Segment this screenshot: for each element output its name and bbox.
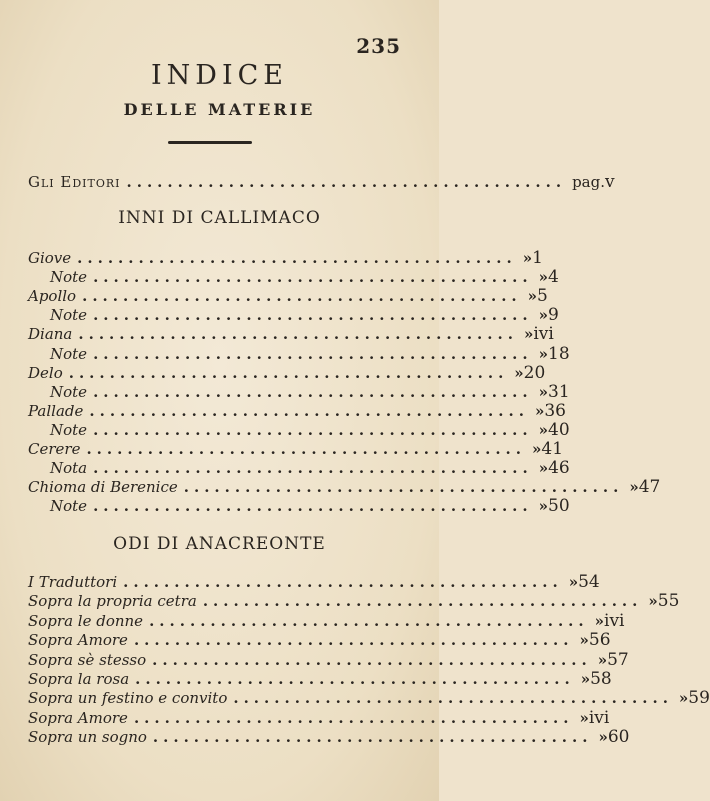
entry-page: 54: [578, 572, 600, 592]
dot-leader: ...........................................: [152, 650, 592, 669]
ditto-mark: »: [538, 306, 548, 325]
dot-leader: ...........................................: [133, 708, 574, 727]
entry-label: Diana: [28, 325, 73, 344]
entry-label: Note: [50, 497, 88, 516]
dot-leader: ...........................................: [135, 670, 575, 688]
ditto-mark: »: [538, 382, 548, 401]
index-entry: [28, 286, 548, 307]
ditto-mark: »: [648, 592, 658, 611]
ditto-mark: »: [538, 268, 548, 287]
entry-label: Sopra Amore: [28, 708, 128, 727]
entry-label: Gli Editori: [28, 173, 121, 191]
entry-page: 1: [532, 248, 543, 268]
dot-leader: ...........................................: [93, 497, 533, 516]
index-entry: [28, 248, 543, 268]
dot-leader: ...........................................: [202, 592, 643, 611]
dot-leader: ...........................................: [77, 249, 517, 267]
entry-page: 31: [548, 381, 570, 402]
entry-label: Apollo: [28, 287, 77, 306]
dot-leader: ...........................................: [86, 440, 527, 458]
index-entry: [28, 610, 625, 631]
entry-page: 59: [688, 688, 710, 709]
ditto-mark: »: [598, 728, 608, 747]
entry-label: Delo: [28, 363, 63, 382]
index-entry: [28, 669, 612, 689]
dot-leader: ...........................................: [78, 325, 518, 344]
entry-page: 9: [548, 305, 559, 326]
ditto-mark: »: [534, 401, 545, 420]
entry-label: Note: [50, 420, 88, 439]
ditto-mark: »: [538, 497, 548, 516]
index-entry: [28, 477, 661, 498]
index-entry: [28, 400, 566, 421]
index-entry: [28, 381, 570, 402]
entry-label: Sopra un festino e convito: [28, 689, 228, 708]
entry-label: Giove: [28, 249, 72, 267]
ditto-mark: »: [568, 573, 579, 591]
index-entry: [28, 419, 570, 440]
entry-label: Note: [50, 382, 88, 401]
index-entry: [28, 324, 554, 345]
entry-label: Chioma di Berenice: [28, 478, 178, 497]
index-entry: [28, 439, 564, 459]
dot-leader: ...........................................: [89, 401, 529, 420]
entry-label: Sopra le donne: [28, 611, 144, 630]
index-entry: [28, 649, 629, 670]
ditto-mark: »: [579, 631, 589, 650]
page-title: INDICE: [151, 60, 288, 91]
entry-page: 46: [548, 458, 570, 479]
index-entry: [28, 496, 570, 517]
entry-page: 47: [638, 477, 661, 498]
ditto-mark: »: [629, 478, 639, 497]
ditto-mark: »: [514, 363, 524, 382]
entry-label: Sopra la rosa: [28, 670, 130, 688]
entry-label: Sopra sè stesso: [28, 650, 147, 669]
dot-leader: ...........................................: [93, 268, 533, 287]
entry-label: Sopra la propria cetra: [28, 592, 197, 611]
page-number: 235: [356, 34, 401, 58]
index-entry: [28, 707, 610, 728]
entry-page: 41: [541, 439, 564, 459]
entry-page: 20: [523, 362, 546, 383]
entry-page: 58: [590, 669, 612, 689]
ditto-mark: »: [538, 420, 548, 439]
entry-label: Note: [50, 306, 88, 325]
dot-leader: ...........................................: [93, 344, 533, 363]
entry-page: 56: [588, 630, 611, 651]
entry-page: ivi: [533, 324, 554, 345]
dot-leader: ...........................................: [93, 382, 533, 401]
page-subtitle: DELLE MATERIE: [123, 100, 316, 119]
index-entry: [28, 572, 600, 592]
dot-leader: ...........................................: [93, 306, 533, 325]
entry-page: 60: [607, 727, 630, 748]
index-entry: [28, 343, 570, 364]
section-heading: INNI DI CALLIMACO: [118, 208, 321, 228]
dot-leader: ...........................................: [82, 287, 522, 306]
dot-leader: ...........................................: [93, 459, 533, 478]
entry-label: Note: [50, 268, 88, 287]
ditto-mark: »: [594, 611, 605, 630]
entry-page: 36: [544, 400, 566, 421]
dot-leader: ...........................................: [152, 728, 593, 747]
index-entry: [28, 591, 680, 612]
section-heading: ODI DI ANACREONTE: [113, 534, 326, 554]
entry-page: 40: [548, 419, 570, 440]
ditto-mark: »: [678, 689, 689, 708]
entry-label: Note: [50, 344, 88, 363]
ditto-mark: »: [522, 249, 533, 267]
dot-leader: ...........................................: [93, 420, 533, 439]
dot-leader: ...........................................: [183, 478, 624, 497]
entry-page: ivi: [604, 610, 625, 631]
entry-label: Cerere: [28, 440, 81, 458]
dot-leader: ...........................................: [149, 611, 589, 630]
ditto-mark: »: [527, 287, 538, 306]
index-entry: [28, 305, 559, 326]
entry-page: 55: [657, 591, 680, 612]
index-entry: [28, 267, 559, 288]
dot-leader: ...........................................: [133, 631, 574, 650]
pag-marker: pag.: [572, 173, 605, 191]
entry-page: 5: [537, 286, 548, 307]
ditto-mark: »: [597, 650, 608, 669]
dot-leader: ...........................................: [233, 689, 673, 708]
ditto-mark: »: [523, 325, 534, 344]
entry-label: Pallade: [28, 401, 84, 420]
index-entry: [28, 458, 570, 479]
entry-page: 50: [548, 496, 570, 517]
entry-page: 57: [607, 649, 629, 670]
index-entry: [28, 362, 546, 383]
ditto-mark: »: [579, 708, 589, 727]
entry-page: ivi: [588, 707, 610, 728]
entry-page: 18: [548, 343, 570, 364]
entry-label: Sopra Amore: [28, 631, 128, 650]
index-entry: [28, 688, 710, 709]
entry-page: 4: [548, 267, 559, 288]
dot-leader: ...........................................: [126, 173, 567, 191]
ditto-mark: »: [580, 670, 591, 688]
entry-page: v: [604, 172, 615, 192]
index-entry: [28, 727, 630, 748]
index-entry: [28, 630, 611, 651]
dot-leader: ...........................................: [68, 363, 509, 382]
ditto-mark: »: [538, 344, 548, 363]
ditto-mark: »: [532, 440, 542, 458]
dot-leader: ...........................................: [123, 573, 563, 591]
ditto-mark: »: [538, 459, 549, 478]
entry-label: I Traduttori: [28, 573, 118, 591]
entry-label: Sopra un sogno: [28, 728, 147, 747]
entry-label: Nota: [50, 459, 88, 478]
